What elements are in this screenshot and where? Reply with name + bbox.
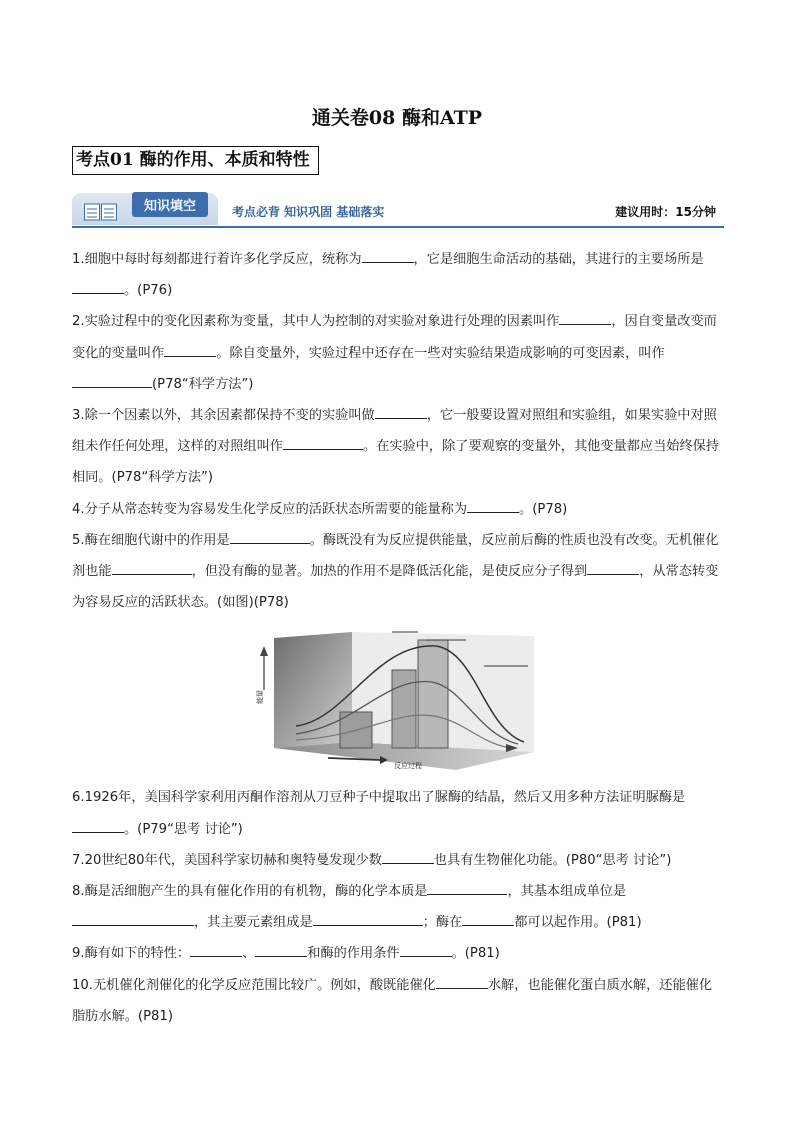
section-heading: 考点01 酶的作用、本质和特性 [72,146,319,175]
banner-tab [72,193,218,225]
answer-blank[interactable] [467,499,519,513]
question-text: 。酶既没有为反应提供能量，反应前后酶的性质也没有改变。无机催化剂也能 [72,532,719,580]
question-text: (P78“科学方法”) [152,376,254,392]
answer-blank[interactable] [230,530,310,544]
question-6 [72,782,724,844]
question-list [72,244,724,1032]
question-text: 2.实验过程中的变化因素称为变量，其中人为控制的对实验对象进行处理的因素叫作 [72,314,560,330]
question-9 [72,938,724,969]
question-7 [72,845,724,876]
question-text: 水解，也能催化蛋白质水解，还能催化脂肪水解。(P81) [72,977,713,1024]
answer-blank[interactable] [72,374,152,388]
question-text: 6.1926年，美国科学家利用丙酮作溶剂从刀豆种子中提取出了脲酶的结晶，然后又用多种方法证明脲酶是 [72,790,686,806]
answer-blank[interactable] [283,436,363,450]
question-text: 1.细胞中每时每刻都进行着许多化学反应，统称为 [72,252,362,267]
answer-blank[interactable] [362,249,414,263]
answer-blank[interactable] [462,912,514,926]
question-text: ；酶在 [422,915,463,931]
question-4 [72,494,724,525]
question-text: 5.酶在细胞代谢中的作用是 [72,532,230,548]
question-text: 也具有生物催化功能。(P80“思考 讨论”) [433,852,672,868]
section-banner [72,193,724,229]
question-text: ，从常态转变为容易反应的活跃状态。(如图)(P78) [72,564,719,611]
suggested-time: 建议用时：15分钟 [615,205,716,219]
question-8 [72,876,724,938]
question-text: 。(P79“思考 讨论”) [124,821,243,837]
question-1 [72,244,724,306]
question-3 [72,400,724,494]
question-text: 都可以起作用。(P81) [514,915,642,931]
question-text: 。除自变量外，实验过程中还存在一些对实验结果造成影响的可变因素，叫作 [216,345,665,361]
question-10 [72,970,724,1032]
answer-blank[interactable] [72,912,194,926]
y-axis-label: 能量 [256,690,264,705]
question-text: 。(P81) [451,946,500,962]
answer-blank[interactable] [164,343,216,357]
answer-blank[interactable] [72,280,124,294]
answer-blank[interactable] [72,819,124,833]
question-text: ，其主要元素组成是 [194,915,313,931]
question-text: ，它一般要设置对照组和实验组，如果实验中对照组未作任何处理，这样的对照组叫作 [72,408,717,455]
question-text: 10.无机催化剂催化的化学反应范围比较广。例如，酸既能催化 [72,977,436,993]
answer-blank[interactable] [587,561,639,575]
activation-energy-figure [256,630,546,776]
question-text: 、 [242,946,256,962]
question-text: ，其基本组成单位是 [507,884,627,900]
question-text: 。在实验中，除了要观察的变量外，其他变量都应当始终保持相同。(P78“科学方法”) [72,439,720,486]
answer-blank[interactable] [313,912,423,926]
question-text: 。(P76) [124,283,173,299]
answer-blank[interactable] [190,943,242,957]
answer-blank[interactable] [112,561,192,575]
question-text: 和酶的作用条件 [307,946,400,962]
answer-blank[interactable] [382,850,434,864]
question-text: ，但没有酶的显著。加热的作用不是降低活化能，是使反应分子得到 [191,564,588,580]
question-text: 8.酶是活细胞产生的具有催化作用的有机物，酶的化学本质是 [72,884,428,900]
x-axis-label: 反应过程 [394,762,422,771]
question-text: 7.20世纪80年代，美国科学家切赫和奥特曼发现少数 [72,852,382,868]
question-text: 4.分子从常态转变为容易发生化学反应的活跃状态所需要的能量称为 [72,501,468,517]
page-title: 通关卷08 酶和ATP [311,107,483,129]
answer-blank[interactable] [255,943,307,957]
answer-blank[interactable] [427,881,507,895]
answer-blank[interactable] [559,311,611,325]
question-text: ，因自变量改变而变化的变量叫作 [72,314,717,361]
book-icon [84,203,118,225]
question-2 [72,306,724,400]
answer-blank[interactable] [436,975,488,989]
question-5 [72,525,724,619]
question-text: ，它是细胞生命活动的基础，其进行的主要场所是 [413,252,704,267]
answer-blank[interactable] [400,943,452,957]
question-text: 。(P78) [519,501,568,517]
answer-blank[interactable] [375,405,427,419]
banner-subtitle: 考点必背 知识巩固 基础落实 [232,205,385,219]
question-text: 3.除一个因素以外，其余因素都保持不变的实验叫做 [72,408,375,424]
banner-divider [72,226,724,228]
question-text: 9.酶有如下的特性： [72,946,191,962]
banner-label: 知识填空 [132,192,208,217]
